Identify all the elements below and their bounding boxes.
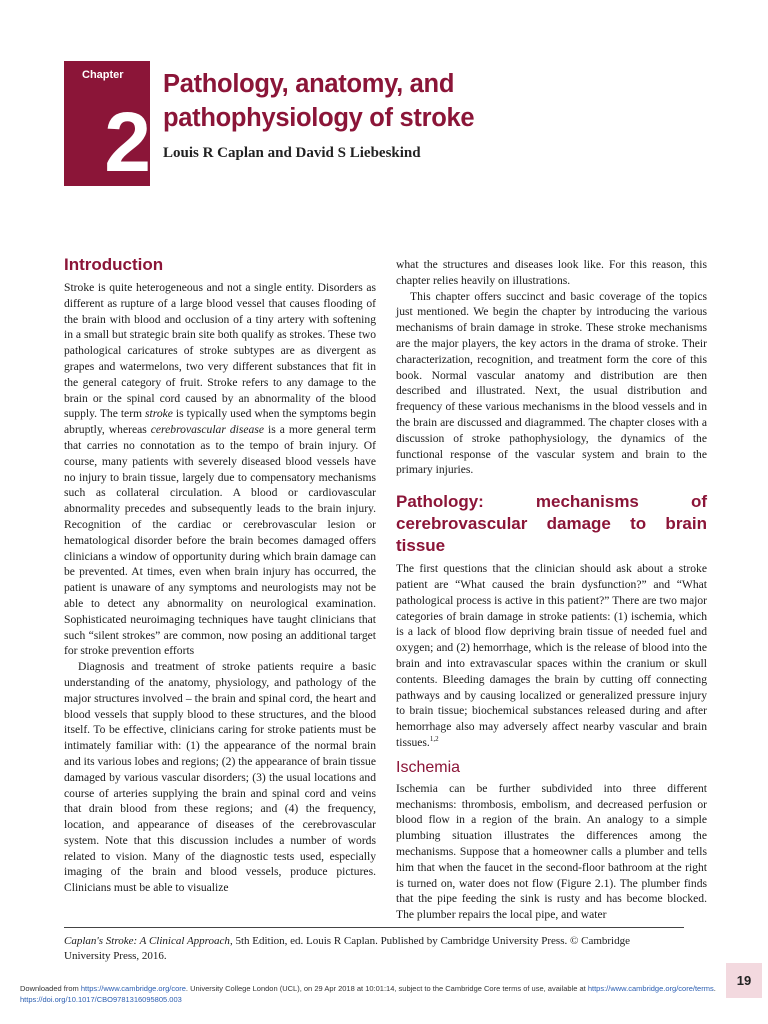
chapter-badge [64,61,150,189]
terms-link[interactable]: https://www.cambridge.org/core/terms [587,984,714,993]
chapter-number: 2 [104,95,149,189]
intro-paragraph-2: Diagnosis and treatment of stroke patients require a basic understanding of the anatomy, physiology, and pathology of the major structures involved – the brain and spinal cord, the heart and blood vessels that supply blood to these structures, and the blood itself. To be effective, clinicians caring for stroke patients must be intimately familiar with: (1) the appearance of the normal brain and its various lobes and regions; (2) the appearance of brain tissue damaged by various vascular disorders; (3) the usual locations and course of arteries supplying the brain and spinal cord and veins that drain blood from these regions; and (4) the frequency, location, and appearance of diseases of the cerebrovascular system. Note that this discussion includes a number of words related to vision. Many of the diagnostic tests used, especially imaging of the brain and blood vessels, produce pictures. Clinicians must be able to visualize [64,660,376,895]
stroke-term: stroke [145,407,173,421]
pathology-paragraph-1: The first questions that the clinician should ask about a stroke patient are “What caused the brain dysfunction?” and “What pathological process is active in this patient?” There are two major categories of brain damage in stroke patients: (1) ischemia, which is a lack of blood flow depriving brain tissue of needed fuel and oxygen; and (2) hemorrhage, which is the release of blood into the brain and into extravascular spaces within the cranium or skull contents. Bleeding damages the brain by cutting off connecting pathways and by causing localized or generalized pressure injury to brain tissue; biochemical substances released during and after hemorrhage also may adversely affect nearby vascular and brain tissues.$^{1,2}$ [396,562,707,749]
doi-link[interactable]: https://doi.org/10.1017/CBO9781316095805.003 [20,994,182,1004]
ischemia-heading: Ischemia [396,758,461,776]
introduction-heading: Introduction [64,255,164,274]
pathology-heading: Pathology: mechanisms of cerebrovascular damage to brain tissue [396,492,707,556]
intro-paragraph-3: This chapter offers succinct and basic coverage of the topics just mentioned. We begin the chapter by introducing the various mechanisms of brain damage in stroke. These stroke mechanisms are the major players, the key actors in the drama of stroke. Their characterization, recognition, and treatment form the core of this book. Normal vascular anatomy and distribution are then described and illustrated. Next, the usual distribution and frequency of these various mechanisms in the blood vessels and in the brain are discussed and diagrammed. The chapter closes with a discussion of stroke pathophysiology, the dynamics of the functional response of the vascular system and brain to the primary injuries. [396,289,707,477]
chapter-title: Pathology, anatomy, and pathophysiology of stroke [163,70,475,132]
book-citation: Caplan's Stroke: A Clinical Approach, 5th Edition, ed. Louis R Caplan. Published by Cambridge University Press. © Cambridge University Press, 2016. [64,935,630,962]
right-column [396,257,707,923]
intro-paragraph-1: Stroke is quite heterogeneous and not a single entity. Disorders as different as rupture of a large blood vessel that causes flooding of the brain with blood and occlusion of a tiny artery with softening in a small but strategic brain site both qualify as strokes. These two pathological caricatures of stroke subtypes are as divergent as grapes and watermelons, two very different substances that fit in the general category of fruit. Stroke refers to any damage to the brain or the spinal cord caused by an abnormality of the blood supply. The term stroke is typically used when the symptoms begin abruptly, whereas cerebrovascular disease is a more general term that carries no connotation as to the tempo of brain injury. Of course, many patients with severely diseased blood vessels have no injury to brain tissue, largely due to compensatory mechanisms such as collateral circulation. A blood or cardiovascular abnormality precedes and subsequently leads to the brain injury. Recognition of the cardiac or cerebrovascular lesion or hematological disorder before the brain becomes damaged offers clinicians a window of opportunity during which brain damage can be prevented. At times, even when brain injury has occurred, the patient is unaware of any symptoms and neurologists may not be able to detect any abnormality on neurological examination. Sophisticated neuroimaging techniques have taught clinicians that such “silent strokes” are common, now posing an additional target for stroke prevention efforts [64,281,377,658]
reference-superscript[interactable]: 1,2 [429,735,439,744]
figure-2-1-link[interactable]: Figure 2.1 [560,876,610,890]
footer-divider [64,927,684,928]
ischemia-paragraph-1: Ischemia can be further subdivided into three different mechanisms: thrombosis, embolism, and decreased perfusion or blood flow in a region of the brain. An analogy to a simple plumbing situation illustrates the differences among the mechanisms. Suppose that a homeowner calls a plumber and tells him that when the faucet in the second-floor bathroom at the right is turned on, water does not flow (Figure 2.1). The plumber finds that the pipe feeding the sink is rusty and has become blocked. The plumber repairs the local pipe, and water [396,781,708,922]
chapter-label: Chapter [82,69,124,81]
book-title: Caplan's Stroke: A Clinical Approach [64,935,230,947]
left-column [64,254,376,896]
intro-paragraph-2-continued: what the structures and diseases look like. For this reason, this chapter relies heavily on illustrations. [396,258,707,287]
page-number: 19 [726,963,762,998]
cambridge-core-link[interactable]: https://www.cambridge.org/core [80,984,186,993]
chapter-authors: Louis R Caplan and David S Liebeskind [163,145,421,161]
cerebrovascular-disease-term: cerebrovascular disease [150,423,264,437]
download-notice: Downloaded from https://www.cambridge.org/core. University College London (UCL), on 29 Apr 2018 at 10:01:14, subject to the Cambridge Core terms of use, available at https://www.cambridge.org/core/terms. https://doi.org/10.1017/CBO9781316095805.003 [20,984,716,1004]
